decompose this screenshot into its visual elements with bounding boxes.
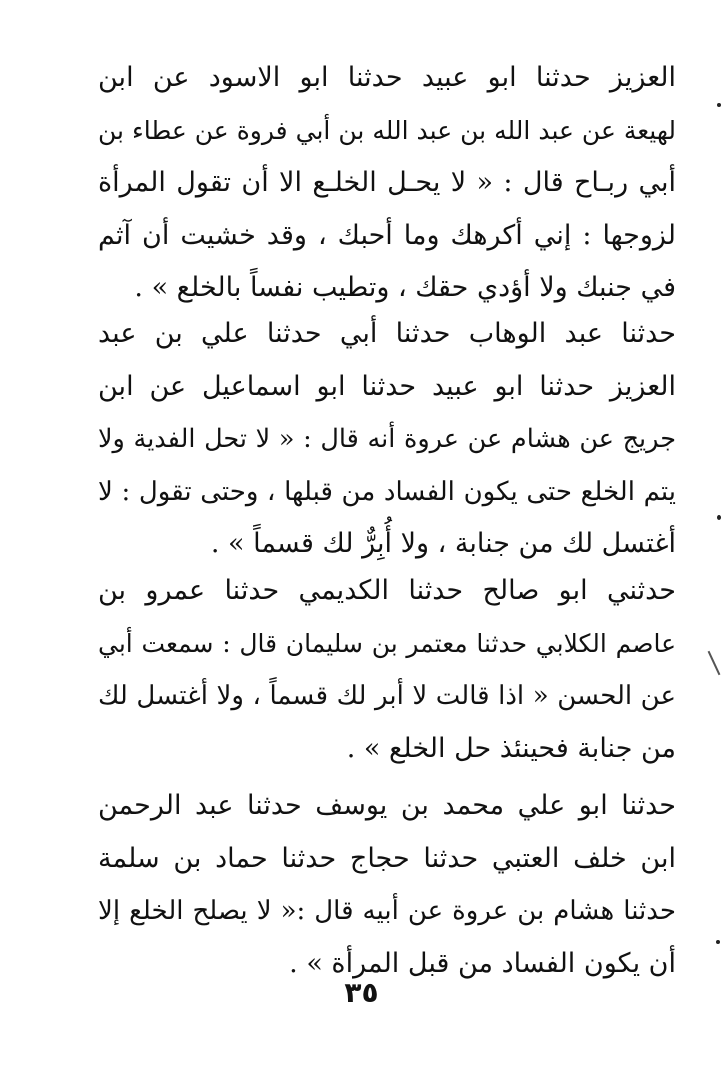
paragraph-line: أبي ربـاح قال : « لا يحـل الخلـع الا أن تقول المرأة xyxy=(98,167,676,198)
paragraph-line: حدثنا ابو علي محمد بن يوسف حدثنا عبد الرحمن xyxy=(98,790,676,821)
paragraph-line: العزيز حدثنا ابو عبيد حدثنا ابو اسماعيل عن ابن xyxy=(98,370,676,402)
paragraph-3 xyxy=(98,565,676,775)
paragraph-line: حدثنا هشام بن عروة عن أبيه قال :« لا يصلح الخلع إلا xyxy=(98,896,676,926)
paragraph-4 xyxy=(98,780,676,990)
paragraph-line: عاصم الكلابي حدثنا معتمر بن سليمان قال : سمعت أبي xyxy=(98,628,676,658)
paragraph-line: من جنابة فحينئذ حل الخلع » . xyxy=(346,732,676,764)
scan-speck xyxy=(717,515,721,520)
paragraph-line: العزيز حدثنا ابو عبيد حدثنا ابو الاسود عن ابن xyxy=(98,62,676,93)
paragraph-line: عن الحسن « اذا قالت لا أبر لك قسماً ، ولا أغتسل لك xyxy=(98,681,676,711)
scan-speck xyxy=(716,940,720,944)
paragraph-line: في جنبك ولا أؤدي حقك ، وتطيب نفساً بالخلع » . xyxy=(134,272,676,303)
paragraph-line: حدثنا عبد الوهاب حدثنا أبي حدثنا علي بن عبد xyxy=(98,318,676,349)
paragraph-line: ابن خلف العتبي حدثنا حجاج حدثنا حماد بن سلمة xyxy=(98,842,676,874)
scan-scratch xyxy=(708,651,721,675)
scan-speck xyxy=(717,103,721,107)
paragraph-line: لهيعة عن عبد الله بن عبد الله بن أبي فروة عن عطاء بن xyxy=(98,115,676,145)
paragraph-2 xyxy=(98,308,676,571)
page-number: ٣٥ xyxy=(344,976,379,1009)
paragraph-line: لزوجها : إني أكرهك وما أحبك ، وقد خشيت أن آثم xyxy=(98,219,676,251)
paragraph-1 xyxy=(98,52,676,315)
paragraph-line: جريج عن هشام عن عروة أنه قال : « لا تحل الفدية ولا xyxy=(98,424,676,454)
paragraph-line: أغتسل لك من جنابة ، ولا أُبِرٌّ لك قسماً » . xyxy=(210,528,676,559)
paragraph-line: يتم الخلع حتى يكون الفساد من قبلها ، وحتى تقول : لا xyxy=(98,476,676,507)
paragraph-line: حدثني ابو صالح حدثنا الكديمي حدثنا عمرو بن xyxy=(98,575,676,606)
paragraph-line: أن يكون الفساد من قبل المرأة » . xyxy=(289,947,676,979)
